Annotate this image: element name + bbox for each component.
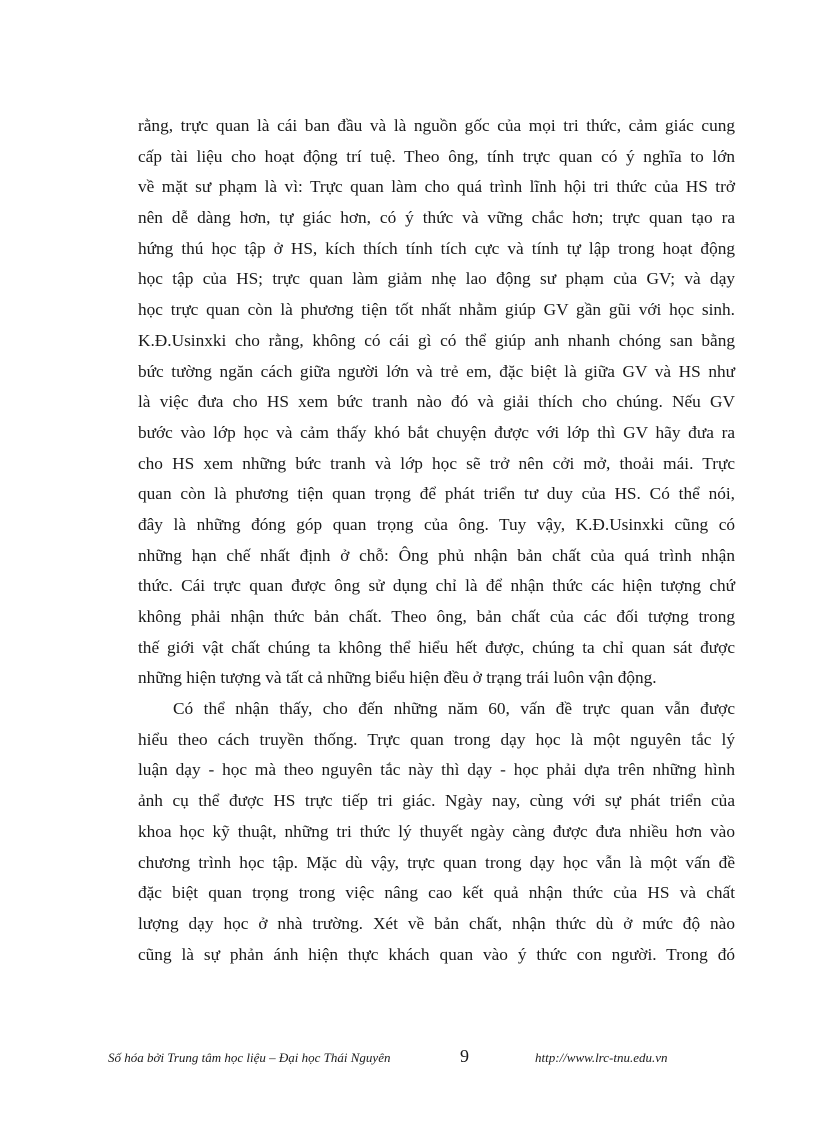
text-line: học trực quan còn là phương tiện tốt nhất nhằm giúp GV gần gũi với học sinh.	[138, 300, 735, 320]
footer-url: http://www.lrc-tnu.edu.vn	[535, 1050, 668, 1065]
text-line: bức tường ngăn cách giữa người lớn và trẻ em, đặc biệt là giữa GV và HS như	[138, 361, 735, 381]
text-line: nên dễ dàng hơn, tự giác hơn, có ý thức và vững chắc hơn; trực quan tạo ra	[138, 208, 735, 228]
text-line: không phải nhận thức bản chất. Theo ông, bản chất của các đối tượng trong	[138, 607, 735, 626]
text-line: hứng thú học tập ở HS, kích thích tính tích cực và tính tự lập trong hoạt động	[138, 238, 735, 258]
text-line: thức. Cái trực quan được ông sử dụng chỉ là để nhận thức các hiện tượng chứ	[138, 576, 735, 596]
text-line: học tập của HS; trực quan làm giảm nhẹ lao động sư phạm của GV; và dạy	[138, 269, 735, 289]
footer-source: Số hóa bởi Trung tâm học liệu – Đại học Thái Nguyên	[108, 1050, 391, 1065]
text-line: cũng là sự phản ánh hiện thực khách quan vào ý thức con người. Trong đó	[138, 944, 735, 964]
text-line: cấp tài liệu cho hoạt động trí tuệ. Theo ông, tính trực quan có ý nghĩa to lớn	[138, 146, 735, 166]
text-line: hiểu theo cách truyền thống. Trực quan trong dạy học là một nguyên tắc lý	[138, 729, 735, 749]
text-line: thế giới vật chất chúng ta không thể hiểu hết được, chúng ta chỉ quan sát được	[138, 637, 735, 657]
paragraph-1	[138, 111, 735, 694]
page-footer	[108, 1047, 728, 1073]
text-line: những hạn chế nhất định ở chỗ: Ông phủ nhận bản chất của quá trình nhận	[138, 545, 735, 565]
text-line: đặc biệt quan trọng trong việc nâng cao kết quả nhận thức của HS và chất	[138, 883, 735, 903]
text-line: đây là những đóng góp quan trọng của ông. Tuy vậy, K.Đ.Usinxki cũng có	[138, 514, 735, 534]
text-line: luận dạy - học mà theo nguyên tắc này thì dạy - học phải dựa trên những hình	[138, 760, 735, 780]
text-line: chương trình học tập. Mặc dù vậy, trực quan trong dạy học vẫn là một vấn đề	[138, 852, 735, 872]
text-line: những hiện tượng và tất cả những biểu hiện đều ở trạng trái luôn vận động.	[138, 668, 657, 688]
text-line: là việc đưa cho HS xem bức tranh nào đó và giải thích cho chúng. Nếu GV	[138, 392, 735, 412]
page-body	[138, 111, 735, 970]
text-line: lượng dạy học ở nhà trường. Xét về bản chất, nhận thức dù ở mức độ nào	[138, 913, 735, 933]
text-line: về mặt sư phạm là vì: Trực quan làm cho quá trình lĩnh hội tri thức của HS trở	[138, 177, 735, 197]
page-number: 9	[460, 1046, 469, 1066]
paragraph-2	[138, 694, 735, 970]
text-line: khoa học kỹ thuật, những tri thức lý thuyết ngày càng được đưa nhiều hơn vào	[138, 821, 735, 841]
text-line: Có thể nhận thấy, cho đến những năm 60, vấn đề trực quan vẫn được	[173, 699, 735, 719]
text-line: K.Đ.Usinxki cho rằng, không có cái gì có thể giúp anh nhanh chóng san bằng	[138, 330, 735, 350]
text-line: cho HS xem những bức tranh và lớp học sẽ trở nên cởi mở, thoải mái. Trực	[138, 453, 735, 473]
text-line: bước vào lớp học và cảm thấy khó bắt chuyện được với lớp thì GV hãy đưa ra	[138, 422, 735, 442]
text-line: quan còn là phương tiện quan trọng để phát triển tư duy của HS. Có thể nói,	[138, 484, 735, 504]
text-line: ảnh cụ thể được HS trực tiếp tri giác. Ngày nay, cùng với sự phát triển của	[138, 791, 735, 811]
text-line: rằng, trực quan là cái ban đầu và là nguồn gốc của mọi tri thức, cảm giác cung	[138, 116, 735, 135]
